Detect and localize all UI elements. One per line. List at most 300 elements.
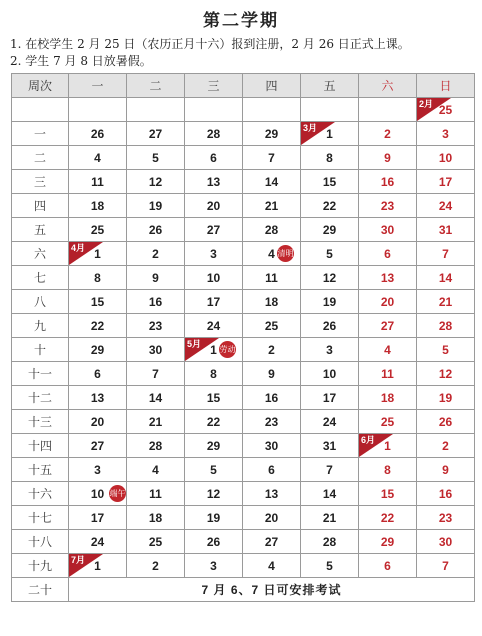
week-cell [12,98,69,122]
day-cell [417,410,475,434]
day-cell [69,146,127,170]
day-number: 28 [206,126,221,141]
day-number: 14 [322,486,337,501]
day-number: 23 [264,414,279,429]
day-cell [127,122,185,146]
day-cell [301,242,359,266]
day-number: 2 [442,438,449,453]
day-number: 24 [322,414,337,429]
day-number: 30 [380,222,395,237]
day-cell [69,122,127,146]
day-cell [69,482,127,506]
day-number: 14 [148,390,163,405]
day-cell [185,338,243,362]
day-cell [69,98,127,122]
day-cell [127,362,185,386]
day-cell [185,530,243,554]
day-cell [359,506,417,530]
day-cell [69,434,127,458]
month-flag-label: 7月 [71,555,86,565]
day-cell [127,530,185,554]
day-cell [301,290,359,314]
day-number: 25 [264,318,279,333]
day-number: 3 [94,462,101,477]
table-row [12,482,475,506]
day-number: 25 [90,222,105,237]
table-row-exam [12,578,475,602]
day-cell [185,98,243,122]
holiday-badge: 清明 [277,245,294,262]
day-number: 27 [90,438,105,453]
table-row [12,434,475,458]
day-number: 5 [210,462,217,477]
day-cell [185,170,243,194]
day-cell [127,290,185,314]
day-number: 28 [438,318,453,333]
day-cell [301,98,359,122]
header-week: 周次 [12,74,69,98]
day-number: 20 [90,414,105,429]
semester-calendar-table [11,73,475,602]
holiday-badge: 劳动 [219,341,236,358]
day-cell [243,242,301,266]
day-cell [243,434,301,458]
day-number: 19 [148,198,163,213]
table-row [12,218,475,242]
day-number: 27 [264,534,279,549]
day-number: 28 [148,438,163,453]
week-cell: 三 [12,170,69,194]
day-number: 17 [322,390,337,405]
day-cell [127,194,185,218]
month-flag-label: 4月 [71,243,86,253]
day-number: 19 [438,390,453,405]
week-cell: 五 [12,218,69,242]
day-cell [359,218,417,242]
day-cell [359,530,417,554]
day-cell [417,530,475,554]
day-cell [185,122,243,146]
day-cell [417,458,475,482]
day-number: 20 [206,198,221,213]
day-number: 27 [206,222,221,237]
day-number: 8 [384,462,391,477]
day-cell [69,266,127,290]
day-cell [243,170,301,194]
day-number: 14 [438,270,453,285]
day-number: 6 [210,150,217,165]
day-cell [243,338,301,362]
day-number: 18 [90,198,105,213]
day-cell [69,410,127,434]
day-cell [359,122,417,146]
day-cell [301,386,359,410]
day-cell [69,170,127,194]
day-cell [127,146,185,170]
day-cell [185,194,243,218]
day-cell [185,434,243,458]
day-number: 31 [438,222,453,237]
table-row [12,242,475,266]
day-cell [417,386,475,410]
day-cell [127,482,185,506]
day-number: 8 [210,366,217,381]
day-cell [417,434,475,458]
day-cell [243,218,301,242]
day-cell [185,290,243,314]
day-number: 1 [384,438,391,453]
day-number: 4 [94,150,101,165]
day-number: 5 [326,558,333,573]
day-cell [301,434,359,458]
table-row [12,146,475,170]
week-cell: 十二 [12,386,69,410]
week-cell: 十五 [12,458,69,482]
day-number: 10 [206,270,221,285]
table-row [12,290,475,314]
day-number: 20 [380,294,395,309]
day-number: 23 [380,198,395,213]
day-number: 4 [268,558,275,573]
day-number: 29 [322,222,337,237]
day-cell [417,146,475,170]
month-flag-label: 2月 [419,99,434,109]
day-number: 27 [148,126,163,141]
month-flag-label: 5月 [187,339,202,349]
day-cell [185,146,243,170]
day-number: 7 [442,246,449,261]
day-cell [243,266,301,290]
table-row [12,362,475,386]
day-number: 9 [442,462,449,477]
day-cell [127,242,185,266]
day-cell [301,194,359,218]
table-row [12,506,475,530]
day-cell [69,194,127,218]
day-cell [417,170,475,194]
day-number: 22 [322,198,337,213]
day-cell [185,242,243,266]
table-row [12,554,475,578]
day-number: 6 [268,462,275,477]
day-cell [69,458,127,482]
day-cell [359,482,417,506]
table-row [12,194,475,218]
day-number: 1 [326,126,333,141]
day-number: 30 [264,438,279,453]
day-cell [243,194,301,218]
day-number: 22 [206,414,221,429]
day-number: 2 [268,342,275,357]
day-number: 6 [384,246,391,261]
day-number: 3 [210,558,217,573]
day-number: 9 [384,150,391,165]
day-cell [243,410,301,434]
day-cell [127,410,185,434]
day-number: 20 [264,510,279,525]
note-registration: 1. 在校学生 2 月 25 日（农历正月十六）报到注册，2 月 26 日正式上课。 [10,37,410,51]
day-cell [359,362,417,386]
day-cell [359,146,417,170]
day-cell [243,146,301,170]
day-cell [417,482,475,506]
table-row [12,170,475,194]
week-cell: 六 [12,242,69,266]
day-number: 7 [268,150,275,165]
day-cell [185,410,243,434]
day-number: 22 [90,318,105,333]
day-cell [69,218,127,242]
header-tue: 二 [127,74,185,98]
table-row [12,386,475,410]
day-number: 16 [264,390,279,405]
day-cell [359,314,417,338]
month-flag-label: 3月 [303,123,318,133]
day-number: 4 [268,246,275,261]
day-number: 15 [322,174,337,189]
week-cell: 十 [12,338,69,362]
day-cell [127,338,185,362]
day-number: 28 [322,534,337,549]
day-number: 5 [326,246,333,261]
day-cell [243,290,301,314]
day-number: 21 [264,198,279,213]
day-number: 1 [94,558,101,573]
day-number: 21 [438,294,453,309]
day-cell [359,290,417,314]
day-number: 25 [380,414,395,429]
day-number: 11 [149,486,162,501]
day-number: 13 [206,174,221,189]
day-cell [359,338,417,362]
header-fri: 五 [301,74,359,98]
day-cell [359,170,417,194]
day-cell [243,98,301,122]
day-cell [243,506,301,530]
day-number: 29 [380,534,395,549]
week-cell: 九 [12,314,69,338]
day-number: 7 [152,366,159,381]
day-number: 15 [90,294,105,309]
day-cell [417,554,475,578]
day-cell [69,290,127,314]
day-cell [127,98,185,122]
table-row [12,458,475,482]
day-cell [185,482,243,506]
day-number: 21 [322,510,337,525]
day-number: 9 [152,270,159,285]
week-cell: 八 [12,290,69,314]
day-cell [185,458,243,482]
day-number: 4 [384,342,391,357]
day-number: 11 [91,174,104,189]
day-cell [417,314,475,338]
day-cell [127,458,185,482]
day-cell [301,554,359,578]
day-cell [359,554,417,578]
day-number: 29 [264,126,279,141]
day-number: 1 [94,246,101,261]
week-cell: 四 [12,194,69,218]
day-number: 4 [152,462,159,477]
day-cell [185,314,243,338]
day-cell [69,386,127,410]
month-flag-label: 6月 [361,435,376,445]
day-cell [359,458,417,482]
day-number: 16 [148,294,163,309]
day-number: 3 [442,126,449,141]
day-cell [301,362,359,386]
day-cell [185,362,243,386]
week-cell: 十六 [12,482,69,506]
header-sun: 日 [417,74,475,98]
day-number: 26 [90,126,105,141]
day-number: 31 [322,438,337,453]
day-number: 21 [148,414,163,429]
day-number: 7 [326,462,333,477]
day-cell [417,218,475,242]
day-cell [417,362,475,386]
day-cell [359,194,417,218]
day-number: 29 [90,342,105,357]
day-number: 9 [268,366,275,381]
day-cell [127,434,185,458]
day-cell [301,314,359,338]
day-cell [359,434,417,458]
day-number: 17 [90,510,105,525]
header-row [12,74,475,98]
day-number: 23 [148,318,163,333]
day-number: 6 [94,366,101,381]
day-number: 15 [380,486,395,501]
week-cell: 二 [12,146,69,170]
table-row [12,530,475,554]
day-cell [243,482,301,506]
day-cell [417,242,475,266]
day-cell [185,218,243,242]
day-cell [417,506,475,530]
day-number: 2 [152,558,159,573]
day-number: 29 [206,438,221,453]
day-cell [69,242,127,266]
day-cell [301,122,359,146]
day-number: 14 [264,174,279,189]
day-cell [127,170,185,194]
day-cell [417,290,475,314]
header-wed: 三 [185,74,243,98]
day-cell [243,314,301,338]
day-number: 30 [438,534,453,549]
day-cell [417,266,475,290]
exam-note: 7 月 6、7 日可安排考试 [69,578,475,602]
day-cell [417,122,475,146]
day-cell [243,386,301,410]
day-cell [69,554,127,578]
table-row [12,98,475,122]
day-cell [185,506,243,530]
week-cell: 十一 [12,362,69,386]
day-number: 19 [322,294,337,309]
day-number: 12 [148,174,163,189]
day-cell [185,554,243,578]
day-number: 8 [326,150,333,165]
day-number: 11 [381,366,394,381]
header-thu: 四 [243,74,301,98]
day-number: 25 [148,534,163,549]
day-number: 11 [265,270,278,285]
day-number: 12 [438,366,453,381]
day-cell [127,554,185,578]
day-cell [301,218,359,242]
day-cell [127,266,185,290]
table-row [12,410,475,434]
day-number: 7 [442,558,449,573]
week-cell: 十九 [12,554,69,578]
day-cell [185,266,243,290]
day-number: 13 [380,270,395,285]
day-number: 10 [438,150,453,165]
day-number: 26 [322,318,337,333]
day-cell [359,410,417,434]
day-cell [301,266,359,290]
day-number: 15 [206,390,221,405]
day-cell [417,98,475,122]
day-cell [243,362,301,386]
day-cell [301,482,359,506]
day-cell [243,458,301,482]
day-number: 26 [206,534,221,549]
day-cell [359,266,417,290]
day-number: 25 [438,102,453,117]
day-number: 12 [322,270,337,285]
day-cell [359,386,417,410]
day-number: 24 [90,534,105,549]
week-cell: 二十 [12,578,69,602]
day-cell [127,314,185,338]
day-cell [69,506,127,530]
day-number: 23 [438,510,453,525]
day-number: 16 [438,486,453,501]
day-number: 18 [148,510,163,525]
week-cell: 一 [12,122,69,146]
day-cell [243,122,301,146]
day-number: 3 [210,246,217,261]
day-cell [243,554,301,578]
day-number: 2 [384,126,391,141]
day-number: 26 [148,222,163,237]
day-number: 30 [148,342,163,357]
day-cell [69,338,127,362]
table-row [12,122,475,146]
day-number: 27 [380,318,395,333]
day-number: 26 [438,414,453,429]
day-cell [417,338,475,362]
day-number: 17 [206,294,221,309]
table-row [12,266,475,290]
header-sat: 六 [359,74,417,98]
day-cell [359,98,417,122]
page-title: 第二学期 [203,11,279,30]
week-cell: 十七 [12,506,69,530]
day-number: 5 [152,150,159,165]
week-cell: 十八 [12,530,69,554]
day-number: 17 [438,174,453,189]
day-number: 18 [264,294,279,309]
day-number: 6 [384,558,391,573]
day-number: 3 [326,342,333,357]
day-number: 22 [380,510,395,525]
day-number: 2 [152,246,159,261]
